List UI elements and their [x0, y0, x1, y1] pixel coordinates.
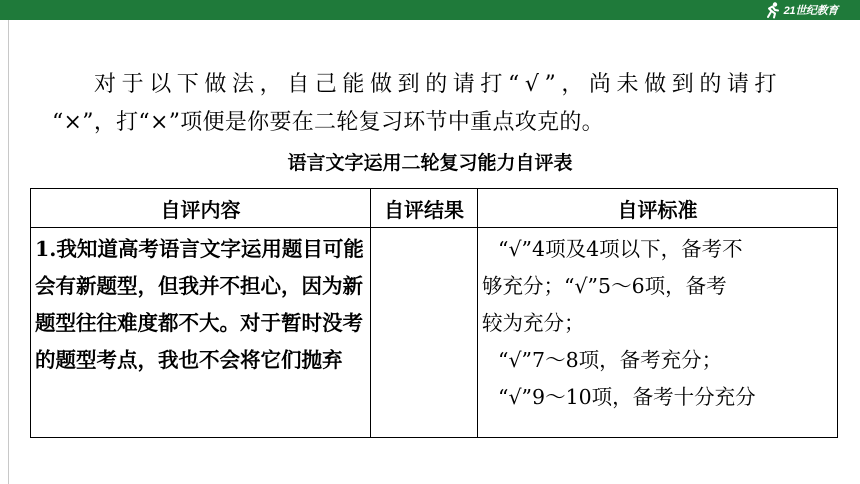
header-standard: 自评标准 [478, 189, 838, 228]
table-title: 语言文字运用二轮复习能力自评表 [287, 152, 573, 174]
table-header-row [31, 189, 838, 228]
runner-logo-icon [763, 1, 781, 19]
intro-line-2: “×”，打“×”项便是你要在二轮复习环节中重点攻克的。 [52, 110, 604, 135]
brand-logo [763, 1, 838, 19]
standard-line: “√”9～10项，备考十分充分 [498, 385, 756, 409]
row1-standard [478, 228, 838, 438]
header-result: 自评结果 [371, 189, 478, 228]
standard-line: 够充分；“√”5～6项，备考 [482, 274, 727, 298]
table-row [31, 228, 838, 438]
header-content: 自评内容 [31, 189, 371, 228]
row1-content: 1.我知道高考语言文字运用题目可能会有新题型，但我并不担心，因为新题型往往难度都不大。对于暂时没考的题型考点，我也不会将它们抛弃 [31, 228, 371, 438]
standard-line: 较为充分； [482, 311, 585, 335]
standard-line: “√”4项及4项以下，备考不 [498, 237, 743, 261]
standard-line: “√”7～8项，备考充分； [498, 348, 723, 372]
top-banner [0, 0, 860, 20]
logo-text: 21世纪教育 [783, 5, 838, 17]
intro-line-1: 对于以下做法，自己能做到的请打“√”，尚未做到的请打 [94, 72, 783, 97]
self-assessment-table [30, 188, 838, 438]
intro-paragraph [52, 66, 827, 142]
row1-result[interactable] [371, 228, 478, 438]
